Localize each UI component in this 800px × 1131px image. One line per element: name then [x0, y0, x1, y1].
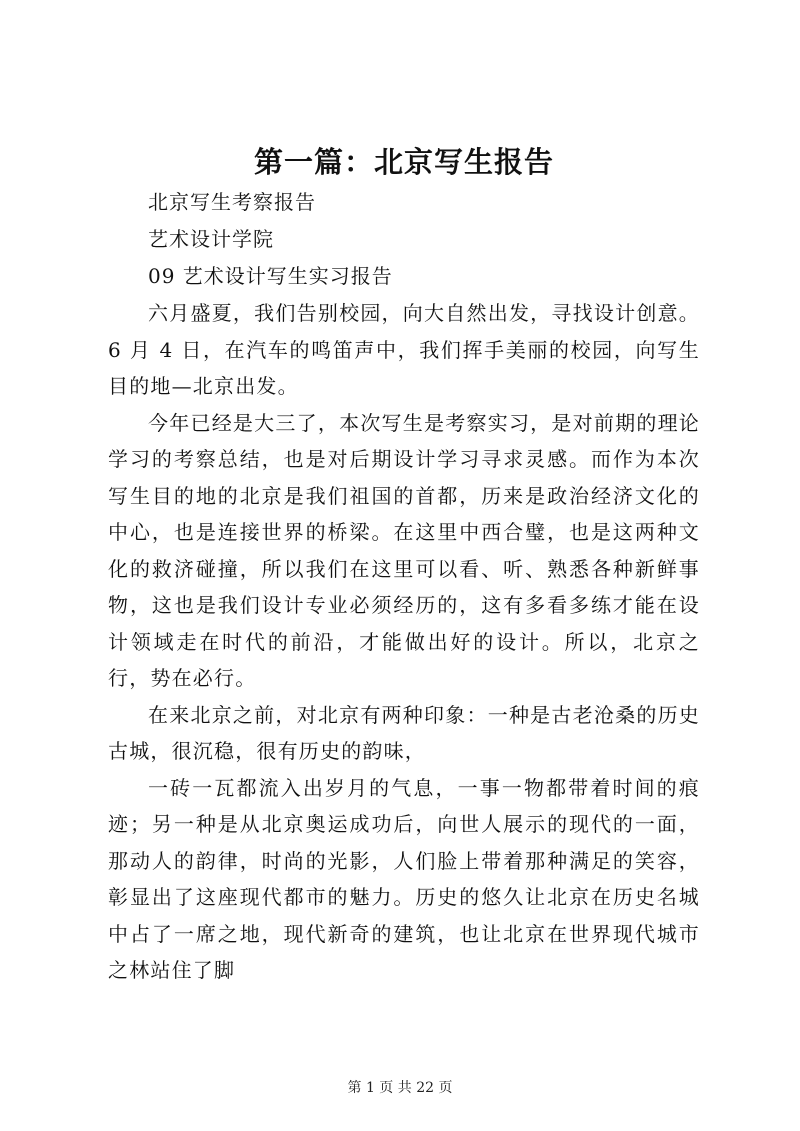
report-name-line: 09 艺术设计写生实习报告	[148, 264, 393, 288]
document-title: 第一篇：北京写生报告	[253, 145, 554, 179]
department-line: 艺术设计学院	[148, 227, 274, 251]
paragraph: 今年已经是大三了，本次写生是考察实习，是对前期的理论学习的考察总结，也是对后期设计学习寻求灵感。而作为本次写生目的地的北京是我们祖国的首都，历来是政治经济文化的中心，也是连接世界的桥梁。在这里中西合璧，也是这两种文化的救济碰撞，所以我们在这里可以看、听、熟悉各种新鲜事物，这也是我们设计专业必须经历的，这有多看多练才能在设计领域走在时代的前沿，才能做出好的设计。所以，北京之行，势在必行。	[108, 410, 700, 690]
subtitle-line: 北京写生考察报告	[148, 190, 316, 214]
body-text	[108, 295, 700, 989]
paragraph: 一砖一瓦都流入出岁月的气息，一事一物都带着时间的痕迹；另一种是从北京奥运成功后，向世人展示的现代的一面，那动人的韵律，时尚的光影，人们脸上带着那种满足的笑容，彰显出了这座现代都市的魅力。历史的悠久让北京在历史名城中占了一席之地，现代新奇的建筑，也让北京在世界现代城市之林站住了脚	[108, 775, 700, 982]
header-lines	[108, 184, 700, 295]
paragraph: 在来北京之前，对北京有两种印象：一种是古老沧桑的历史古城，很沉稳，很有历史的韵味，	[108, 702, 700, 763]
paragraph: 六月盛夏，我们告别校园，向大自然出发，寻找设计创意。6 月 4 日，在汽车的鸣笛声中，我们挥手美丽的校园，向写生目的地—北京出发。	[108, 301, 700, 398]
page-footer: 第 1 页 共 22 页	[347, 1080, 453, 1096]
